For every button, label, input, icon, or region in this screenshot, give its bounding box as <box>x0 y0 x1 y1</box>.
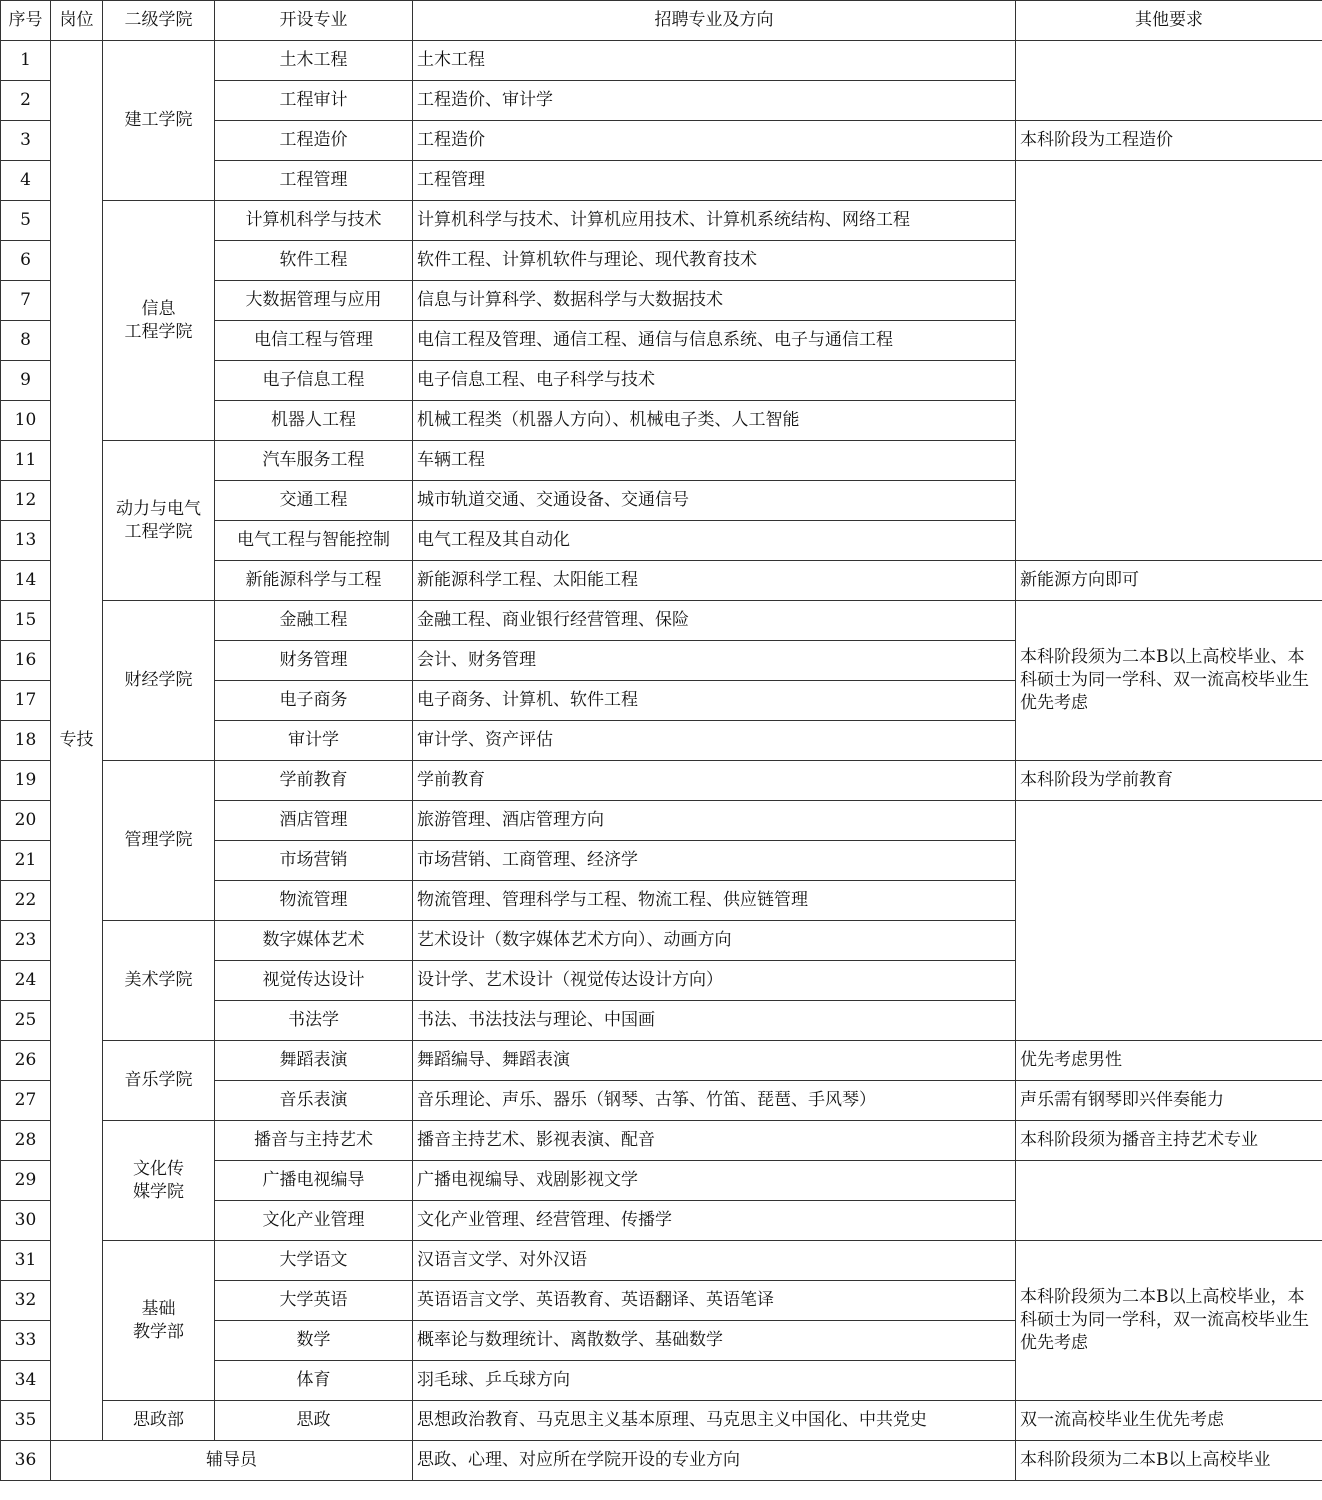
row-number: 9 <box>1 361 51 401</box>
major-cell: 思政 <box>215 1401 413 1441</box>
major-cell: 金融工程 <box>215 601 413 641</box>
major-cell: 学前教育 <box>215 761 413 801</box>
header-recruit-major: 招聘专业及方向 <box>413 1 1016 41</box>
row-number: 14 <box>1 561 51 601</box>
other-requirement-cell: 优先考虑男性 <box>1016 1041 1322 1081</box>
recruit-major-cell: 书法、书法技法与理论、中国画 <box>413 1001 1016 1041</box>
post-cell: 专技 <box>51 41 103 1441</box>
recruit-major-cell: 工程造价 <box>413 121 1016 161</box>
recruit-major-cell: 土木工程 <box>413 41 1016 81</box>
row-number: 36 <box>1 1441 51 1481</box>
major-cell: 数学 <box>215 1321 413 1361</box>
header-no: 序号 <box>1 1 51 41</box>
major-cell: 广播电视编导 <box>215 1161 413 1201</box>
recruit-major-cell: 设计学、艺术设计（视觉传达设计方向） <box>413 961 1016 1001</box>
row-number: 30 <box>1 1201 51 1241</box>
row-number: 31 <box>1 1241 51 1281</box>
recruit-major-cell: 机械工程类（机器人方向）、机械电子类、人工智能 <box>413 401 1016 441</box>
recruit-major-cell: 音乐理论、声乐、器乐（钢琴、古筝、竹笛、琵琶、手风琴） <box>413 1081 1016 1121</box>
recruit-major-cell: 电子商务、计算机、软件工程 <box>413 681 1016 721</box>
other-requirement-cell: 声乐需有钢琴即兴伴奏能力 <box>1016 1081 1322 1121</box>
college-cell: 信息 工程学院 <box>103 201 215 441</box>
major-cell: 审计学 <box>215 721 413 761</box>
table-row <box>1 41 1322 81</box>
recruit-major-cell: 城市轨道交通、交通设备、交通信号 <box>413 481 1016 521</box>
row-number: 23 <box>1 921 51 961</box>
major-cell: 财务管理 <box>215 641 413 681</box>
major-cell: 工程造价 <box>215 121 413 161</box>
other-requirement-cell: 本科阶段为学前教育 <box>1016 761 1322 801</box>
other-requirement-cell: 双一流高校毕业生优先考虑 <box>1016 1401 1322 1441</box>
row-number: 19 <box>1 761 51 801</box>
recruit-major-cell: 思想政治教育、马克思主义基本原理、马克思主义中国化、中共党史 <box>413 1401 1016 1441</box>
major-cell: 电气工程与智能控制 <box>215 521 413 561</box>
row-number: 11 <box>1 441 51 481</box>
college-cell: 思政部 <box>103 1401 215 1441</box>
recruit-major-cell: 审计学、资产评估 <box>413 721 1016 761</box>
other-requirement-cell: 本科阶段为工程造价 <box>1016 121 1322 161</box>
header-other-requirements: 其他要求 <box>1016 1 1322 41</box>
major-cell: 软件工程 <box>215 241 413 281</box>
recruit-major-cell: 软件工程、计算机软件与理论、现代教育技术 <box>413 241 1016 281</box>
table-row <box>1 1441 1322 1481</box>
row-number: 32 <box>1 1281 51 1321</box>
major-cell: 书法学 <box>215 1001 413 1041</box>
table-row <box>1 1041 1322 1081</box>
post-cell-counselor: 辅导员 <box>51 1441 413 1481</box>
recruit-major-cell: 英语语言文学、英语教育、英语翻译、英语笔译 <box>413 1281 1016 1321</box>
recruit-major-cell: 计算机科学与技术、计算机应用技术、计算机系统结构、网络工程 <box>413 201 1016 241</box>
row-number: 3 <box>1 121 51 161</box>
row-number: 27 <box>1 1081 51 1121</box>
recruit-major-cell: 金融工程、商业银行经营管理、保险 <box>413 601 1016 641</box>
table-row <box>1 761 1322 801</box>
row-number: 6 <box>1 241 51 281</box>
major-cell: 视觉传达设计 <box>215 961 413 1001</box>
table-row <box>1 1401 1322 1441</box>
major-cell: 大学英语 <box>215 1281 413 1321</box>
major-cell: 电子商务 <box>215 681 413 721</box>
row-number: 26 <box>1 1041 51 1081</box>
other-requirement-cell: 新能源方向即可 <box>1016 561 1322 601</box>
recruit-major-cell: 思政、心理、对应所在学院开设的专业方向 <box>413 1441 1016 1481</box>
row-number: 29 <box>1 1161 51 1201</box>
recruit-major-cell: 概率论与数理统计、离散数学、基础数学 <box>413 1321 1016 1361</box>
row-number: 18 <box>1 721 51 761</box>
row-number: 8 <box>1 321 51 361</box>
major-cell: 机器人工程 <box>215 401 413 441</box>
row-number: 22 <box>1 881 51 921</box>
row-number: 5 <box>1 201 51 241</box>
other-requirement-cell <box>1016 161 1322 561</box>
major-cell: 大学语文 <box>215 1241 413 1281</box>
row-number: 2 <box>1 81 51 121</box>
recruit-major-cell: 广播电视编导、戏剧影视文学 <box>413 1161 1016 1201</box>
row-number: 25 <box>1 1001 51 1041</box>
row-number: 10 <box>1 401 51 441</box>
row-number: 16 <box>1 641 51 681</box>
table-row <box>1 601 1322 641</box>
header-college: 二级学院 <box>103 1 215 41</box>
recruit-major-cell: 艺术设计（数字媒体艺术方向）、动画方向 <box>413 921 1016 961</box>
college-cell: 财经学院 <box>103 601 215 761</box>
major-cell: 舞蹈表演 <box>215 1041 413 1081</box>
row-number: 35 <box>1 1401 51 1441</box>
recruit-major-cell: 工程造价、审计学 <box>413 81 1016 121</box>
major-cell: 电信工程与管理 <box>215 321 413 361</box>
row-number: 20 <box>1 801 51 841</box>
recruit-major-cell: 信息与计算科学、数据科学与大数据技术 <box>413 281 1016 321</box>
recruit-major-cell: 电气工程及其自动化 <box>413 521 1016 561</box>
header-major: 开设专业 <box>215 1 413 41</box>
row-number: 34 <box>1 1361 51 1401</box>
row-number: 24 <box>1 961 51 1001</box>
table-body <box>1 41 1322 1481</box>
row-number: 4 <box>1 161 51 201</box>
row-number: 1 <box>1 41 51 81</box>
college-cell: 基础 教学部 <box>103 1241 215 1401</box>
row-number: 12 <box>1 481 51 521</box>
college-cell: 动力与电气 工程学院 <box>103 441 215 601</box>
row-number: 13 <box>1 521 51 561</box>
major-cell: 工程审计 <box>215 81 413 121</box>
major-cell: 土木工程 <box>215 41 413 81</box>
recruit-major-cell: 电信工程及管理、通信工程、通信与信息系统、电子与通信工程 <box>413 321 1016 361</box>
college-cell: 建工学院 <box>103 41 215 201</box>
major-cell: 汽车服务工程 <box>215 441 413 481</box>
other-requirement-cell: 本科阶段须为二本B以上高校毕业、本科硕士为同一学科、双一流高校毕业生优先考虑 <box>1016 601 1322 761</box>
row-number: 17 <box>1 681 51 721</box>
major-cell: 工程管理 <box>215 161 413 201</box>
major-cell: 市场营销 <box>215 841 413 881</box>
recruit-major-cell: 会计、财务管理 <box>413 641 1016 681</box>
table-row <box>1 1121 1322 1161</box>
major-cell: 播音与主持艺术 <box>215 1121 413 1161</box>
recruit-major-cell: 车辆工程 <box>413 441 1016 481</box>
recruit-major-cell: 旅游管理、酒店管理方向 <box>413 801 1016 841</box>
other-requirement-cell: 本科阶段须为二本B以上高校毕业，本科硕士为同一学科，双一流高校毕业生优先考虑 <box>1016 1241 1322 1401</box>
major-cell: 酒店管理 <box>215 801 413 841</box>
major-cell: 大数据管理与应用 <box>215 281 413 321</box>
row-number: 33 <box>1 1321 51 1361</box>
other-requirement-cell: 本科阶段须为二本B以上高校毕业 <box>1016 1441 1322 1481</box>
major-cell: 体育 <box>215 1361 413 1401</box>
recruit-major-cell: 羽毛球、乒乓球方向 <box>413 1361 1016 1401</box>
recruit-major-cell: 物流管理、管理科学与工程、物流工程、供应链管理 <box>413 881 1016 921</box>
recruit-major-cell: 播音主持艺术、影视表演、配音 <box>413 1121 1016 1161</box>
recruit-major-cell: 新能源科学工程、太阳能工程 <box>413 561 1016 601</box>
college-cell: 文化传 媒学院 <box>103 1121 215 1241</box>
recruit-major-cell: 舞蹈编导、舞蹈表演 <box>413 1041 1016 1081</box>
table-row <box>1 1241 1322 1281</box>
recruit-major-cell: 学前教育 <box>413 761 1016 801</box>
other-requirement-cell: 本科阶段须为播音主持艺术专业 <box>1016 1121 1322 1161</box>
recruit-major-cell: 汉语言文学、对外汉语 <box>413 1241 1016 1281</box>
other-requirement-cell <box>1016 801 1322 1041</box>
major-cell: 新能源科学与工程 <box>215 561 413 601</box>
recruit-major-cell: 电子信息工程、电子科学与技术 <box>413 361 1016 401</box>
major-cell: 文化产业管理 <box>215 1201 413 1241</box>
other-requirement-cell <box>1016 1161 1322 1241</box>
major-cell: 计算机科学与技术 <box>215 201 413 241</box>
major-cell: 数字媒体艺术 <box>215 921 413 961</box>
recruit-major-cell: 文化产业管理、经营管理、传播学 <box>413 1201 1016 1241</box>
recruit-major-cell: 市场营销、工商管理、经济学 <box>413 841 1016 881</box>
major-cell: 物流管理 <box>215 881 413 921</box>
major-cell: 电子信息工程 <box>215 361 413 401</box>
row-number: 15 <box>1 601 51 641</box>
row-number: 28 <box>1 1121 51 1161</box>
college-cell: 美术学院 <box>103 921 215 1041</box>
header-row <box>1 1 1322 41</box>
major-cell: 交通工程 <box>215 481 413 521</box>
college-cell: 音乐学院 <box>103 1041 215 1121</box>
major-cell: 音乐表演 <box>215 1081 413 1121</box>
header-post: 岗位 <box>51 1 103 41</box>
other-requirement-cell <box>1016 41 1322 121</box>
row-number: 21 <box>1 841 51 881</box>
row-number: 7 <box>1 281 51 321</box>
college-cell: 管理学院 <box>103 761 215 921</box>
recruit-major-cell: 工程管理 <box>413 161 1016 201</box>
